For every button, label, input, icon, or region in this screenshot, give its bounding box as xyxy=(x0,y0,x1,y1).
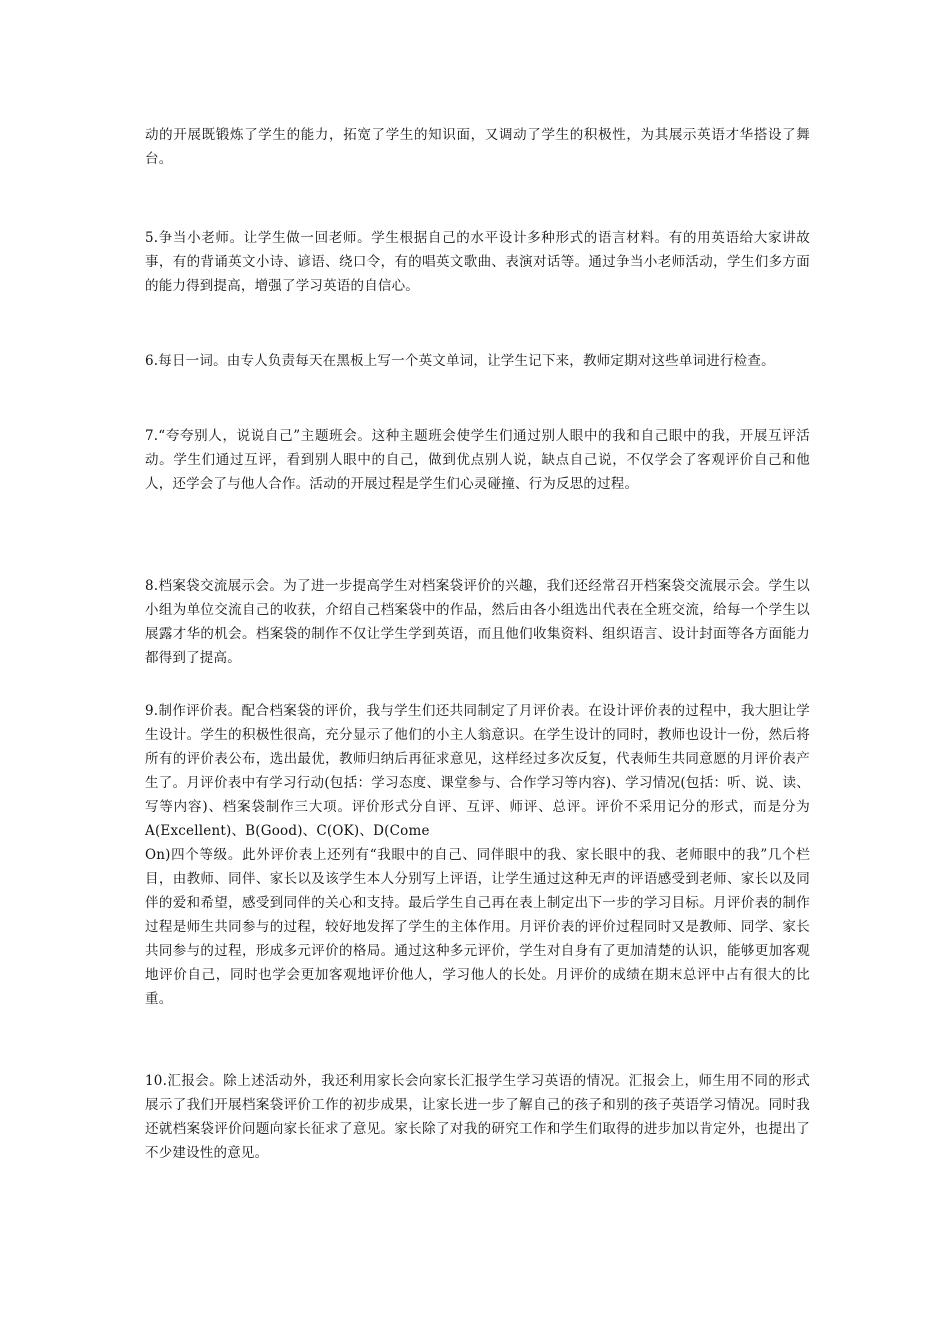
paragraph-item-10-report-meeting: 10.汇报会。除上述活动外，我还利用家长会向家长汇报学生学习英语的情况。汇报会上，师生用不同的形式展示了我们开展档案袋评价工作的初步成果，让家长进一步了解自己的孩子和别的孩子英语学习情况。同时我还就档案袋评价问题向家长征求了意见。家长除了对我的研究工作和学生们取得的进步加以肯定外，也提出了不少建设性的意见。 xyxy=(145,1073,810,1161)
paragraph-item-5-little-teacher: 5.争当小老师。让学生做一回老师。学生根据自己的水平设计多种形式的语言材料。有的用英语给大家讲故事，有的背诵英文小诗、谚语、绕口令，有的唱英文歌曲、表演对话等。通过争当小老师活动，学生们多方面的能力得到提高，增强了学习英语的自信心。 xyxy=(145,230,810,294)
paragraph-item-9-evaluation-form: 9.制作评价表。配合档案袋的评价，我与学生们还共同制定了月评价表。在设计评价表的过程中，我大胆让学生设计。学生的积极性很高，充分显示了他们的小主人翁意识。在学生设计的同时，教师也设计一份，然后将所有的评价表公布，选出最优，教师归纳后再征求意见，这样经过多次反复，代表师生共同意愿的月评价表产生了。月评价表中有学习行动(包括：学习态度、课堂参与、合作学习等内容)、学习情况(包括：听、说、读、写等内容)、档案袋制作三大项。评价形式分自评、互评、师评、总评。评价不采用记分的形式，而是分为A(Excellent)、B(Good)、C(OK)、D(Come On)四个等级。此外评价表上还列有“我眼中的自己、同伴眼中的我、家长眼中的我、老师眼中的我”几个栏目，由教师、同伴、家长以及该学生本人分别写上评语，让学生通过这种无声的评语感受到老师、家长以及同伴的爱和希望，感受到同伴的关心和支持。最后学生自己再在表上制定出下一步的学习目标。月评价表的制作过程是师生共同参与的过程，较好地发挥了学生的主体作用。月评价表的评价过程同时又是教师、同学、家长共同参与的过程，形成多元评价的格局。通过这种多元评价，学生对自身有了更加清楚的认识，能够更加客观地评价自己，同时也学会更加客观地评价他人，学习他人的长处。月评价的成绩在期末总评中占有很大的比重。 xyxy=(145,703,810,1007)
paragraph-item-8-portfolio-exhibition: 8.档案袋交流展示会。为了进一步提高学生对档案袋评价的兴趣，我们还经常召开档案袋交流展示会。学生以小组为单位交流自己的收获，介绍自己档案袋中的作品，然后由各小组选出代表在全班交流，给每一个学生以展露才华的机会。档案袋的制作不仅让学生学到英语，而且他们收集资料、组织语言、设计封面等各方面能力都得到了提高。 xyxy=(145,578,810,666)
paragraph-item-7-class-meeting: 7.“夸夸别人，说说自己”主题班会。这种主题班会使学生们通过别人眼中的我和自己眼中的我，开展互评活动。学生们通过互评，看到别人眼中的自己，做到优点别人说，缺点自己说，不仅学会了客观评价自己和他人，还学会了与他人合作。活动的开展过程是学生们心灵碰撞、行为反思的过程。 xyxy=(145,428,810,492)
paragraph-item-6-word-a-day: 6.每日一词。由专人负责每天在黑板上写一个英文单词，让学生记下来，教师定期对这些单词进行检查。 xyxy=(145,353,775,369)
paragraph-activity-summary: 动的开展既锻炼了学生的能力，拓宽了学生的知识面，又调动了学生的积极性，为其展示英语才华搭设了舞台。 xyxy=(145,127,810,167)
